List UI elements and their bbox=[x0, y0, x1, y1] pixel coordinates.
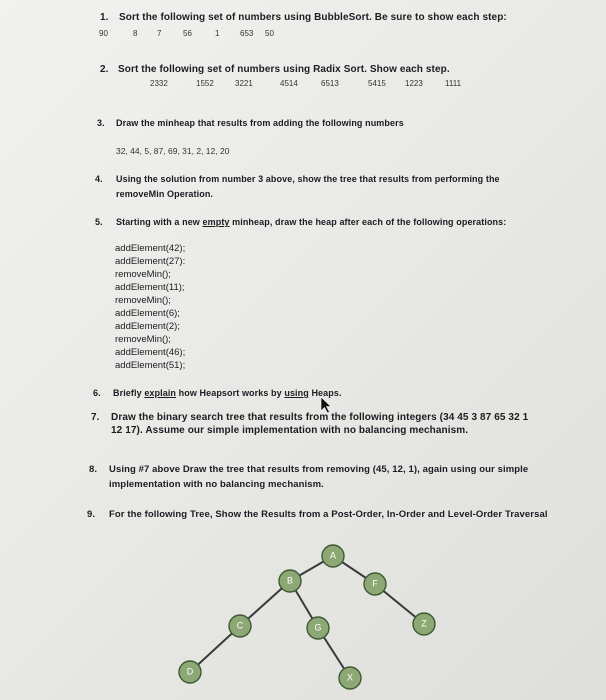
tree-node-b bbox=[279, 570, 301, 592]
q9-text: For the following Tree, Show the Results from a Post-Order, In-Order and Level-Order Traversal bbox=[109, 509, 548, 520]
q4-line1: Using the solution from number 3 above, show the tree that results from performing the bbox=[116, 174, 500, 184]
q2-number: 2. bbox=[100, 64, 109, 75]
q5-operation: addElement(11); bbox=[115, 282, 185, 293]
mouse-cursor-icon bbox=[321, 397, 331, 413]
q5-operation: addElement(27): bbox=[115, 256, 186, 267]
svg-text:X: X bbox=[346, 672, 354, 683]
tree-node-x bbox=[339, 667, 361, 689]
q9-number: 9. bbox=[87, 509, 96, 520]
q8-number: 8. bbox=[89, 464, 98, 475]
q7-number: 7. bbox=[91, 412, 100, 423]
q1-number: 1. bbox=[100, 12, 109, 23]
q5-operation: removeMin(); bbox=[115, 334, 171, 345]
q2-value: 3221 bbox=[235, 79, 253, 88]
tree-node-f bbox=[364, 573, 386, 595]
q2-value: 4514 bbox=[280, 79, 298, 88]
q4-line2: removeMin Operation. bbox=[116, 189, 214, 199]
tree-node-a bbox=[322, 545, 344, 567]
q2-value: 1552 bbox=[196, 79, 214, 88]
q3-number: 3. bbox=[97, 118, 105, 128]
q8-line2: implementation with no balancing mechanism. bbox=[109, 479, 324, 490]
q2-value: 1111 bbox=[445, 79, 462, 88]
tree-node-g bbox=[307, 617, 329, 639]
svg-text:B: B bbox=[286, 575, 294, 586]
q2-value: 2332 bbox=[150, 79, 168, 88]
tree-node-c bbox=[229, 615, 251, 637]
q7-line1: Draw the binary search tree that results from the following integers (34 45 3 87 65 32 1 bbox=[111, 412, 529, 423]
tree-node-z bbox=[413, 613, 435, 635]
svg-text:C: C bbox=[236, 620, 244, 631]
q2-value: 6513 bbox=[321, 79, 339, 88]
q1-value: 8 bbox=[133, 29, 138, 38]
q1-value: 90 bbox=[99, 29, 108, 38]
q5-number: 5. bbox=[95, 217, 103, 227]
q1-value: 7 bbox=[157, 29, 162, 38]
q7-line2: 12 17). Assume our simple implementation with no balancing mechanism. bbox=[111, 425, 469, 436]
q1-value: 56 bbox=[183, 29, 192, 38]
q5-text: Starting with a new empty minheap, draw the heap after each of the following operations: bbox=[116, 217, 507, 227]
q6-number: 6. bbox=[93, 388, 101, 398]
q2-value: 5415 bbox=[368, 79, 386, 88]
q2-text: Sort the following set of numbers using Radix Sort. Show each step. bbox=[118, 64, 450, 75]
q5-operation: addElement(42); bbox=[115, 243, 186, 254]
q4-number: 4. bbox=[95, 174, 103, 184]
svg-text:Z: Z bbox=[421, 618, 427, 629]
q1-text: Sort the following set of numbers using BubbleSort. Be sure to show each step: bbox=[119, 12, 507, 23]
q6-text: Briefly explain how Heapsort works by using Heaps. bbox=[113, 388, 342, 398]
tree-node-d bbox=[179, 661, 201, 683]
q1-value: 1 bbox=[215, 29, 220, 38]
q3-values: 32, 44, 5, 87, 69, 31, 2, 12, 20 bbox=[116, 146, 230, 156]
q3-text: Draw the minheap that results from adding the following numbers bbox=[116, 118, 404, 128]
q8-line1: Using #7 above Draw the tree that results from removing (45, 12, 1), again using our simple bbox=[109, 464, 529, 475]
q5-operation: addElement(6); bbox=[115, 308, 180, 319]
svg-text:A: A bbox=[329, 550, 337, 561]
q5-operation: addElement(51); bbox=[115, 360, 186, 371]
svg-text:G: G bbox=[314, 622, 322, 633]
q5-operation: addElement(46); bbox=[115, 347, 186, 358]
q5-operation: removeMin(); bbox=[115, 269, 171, 280]
q1-value: 653 bbox=[240, 29, 254, 38]
q2-value: 1223 bbox=[405, 79, 423, 88]
svg-text:F: F bbox=[372, 578, 378, 589]
q5-operation: addElement(2); bbox=[115, 321, 180, 332]
q1-value: 50 bbox=[265, 29, 274, 38]
svg-text:D: D bbox=[186, 666, 194, 677]
q5-operation: removeMin(); bbox=[115, 295, 171, 306]
